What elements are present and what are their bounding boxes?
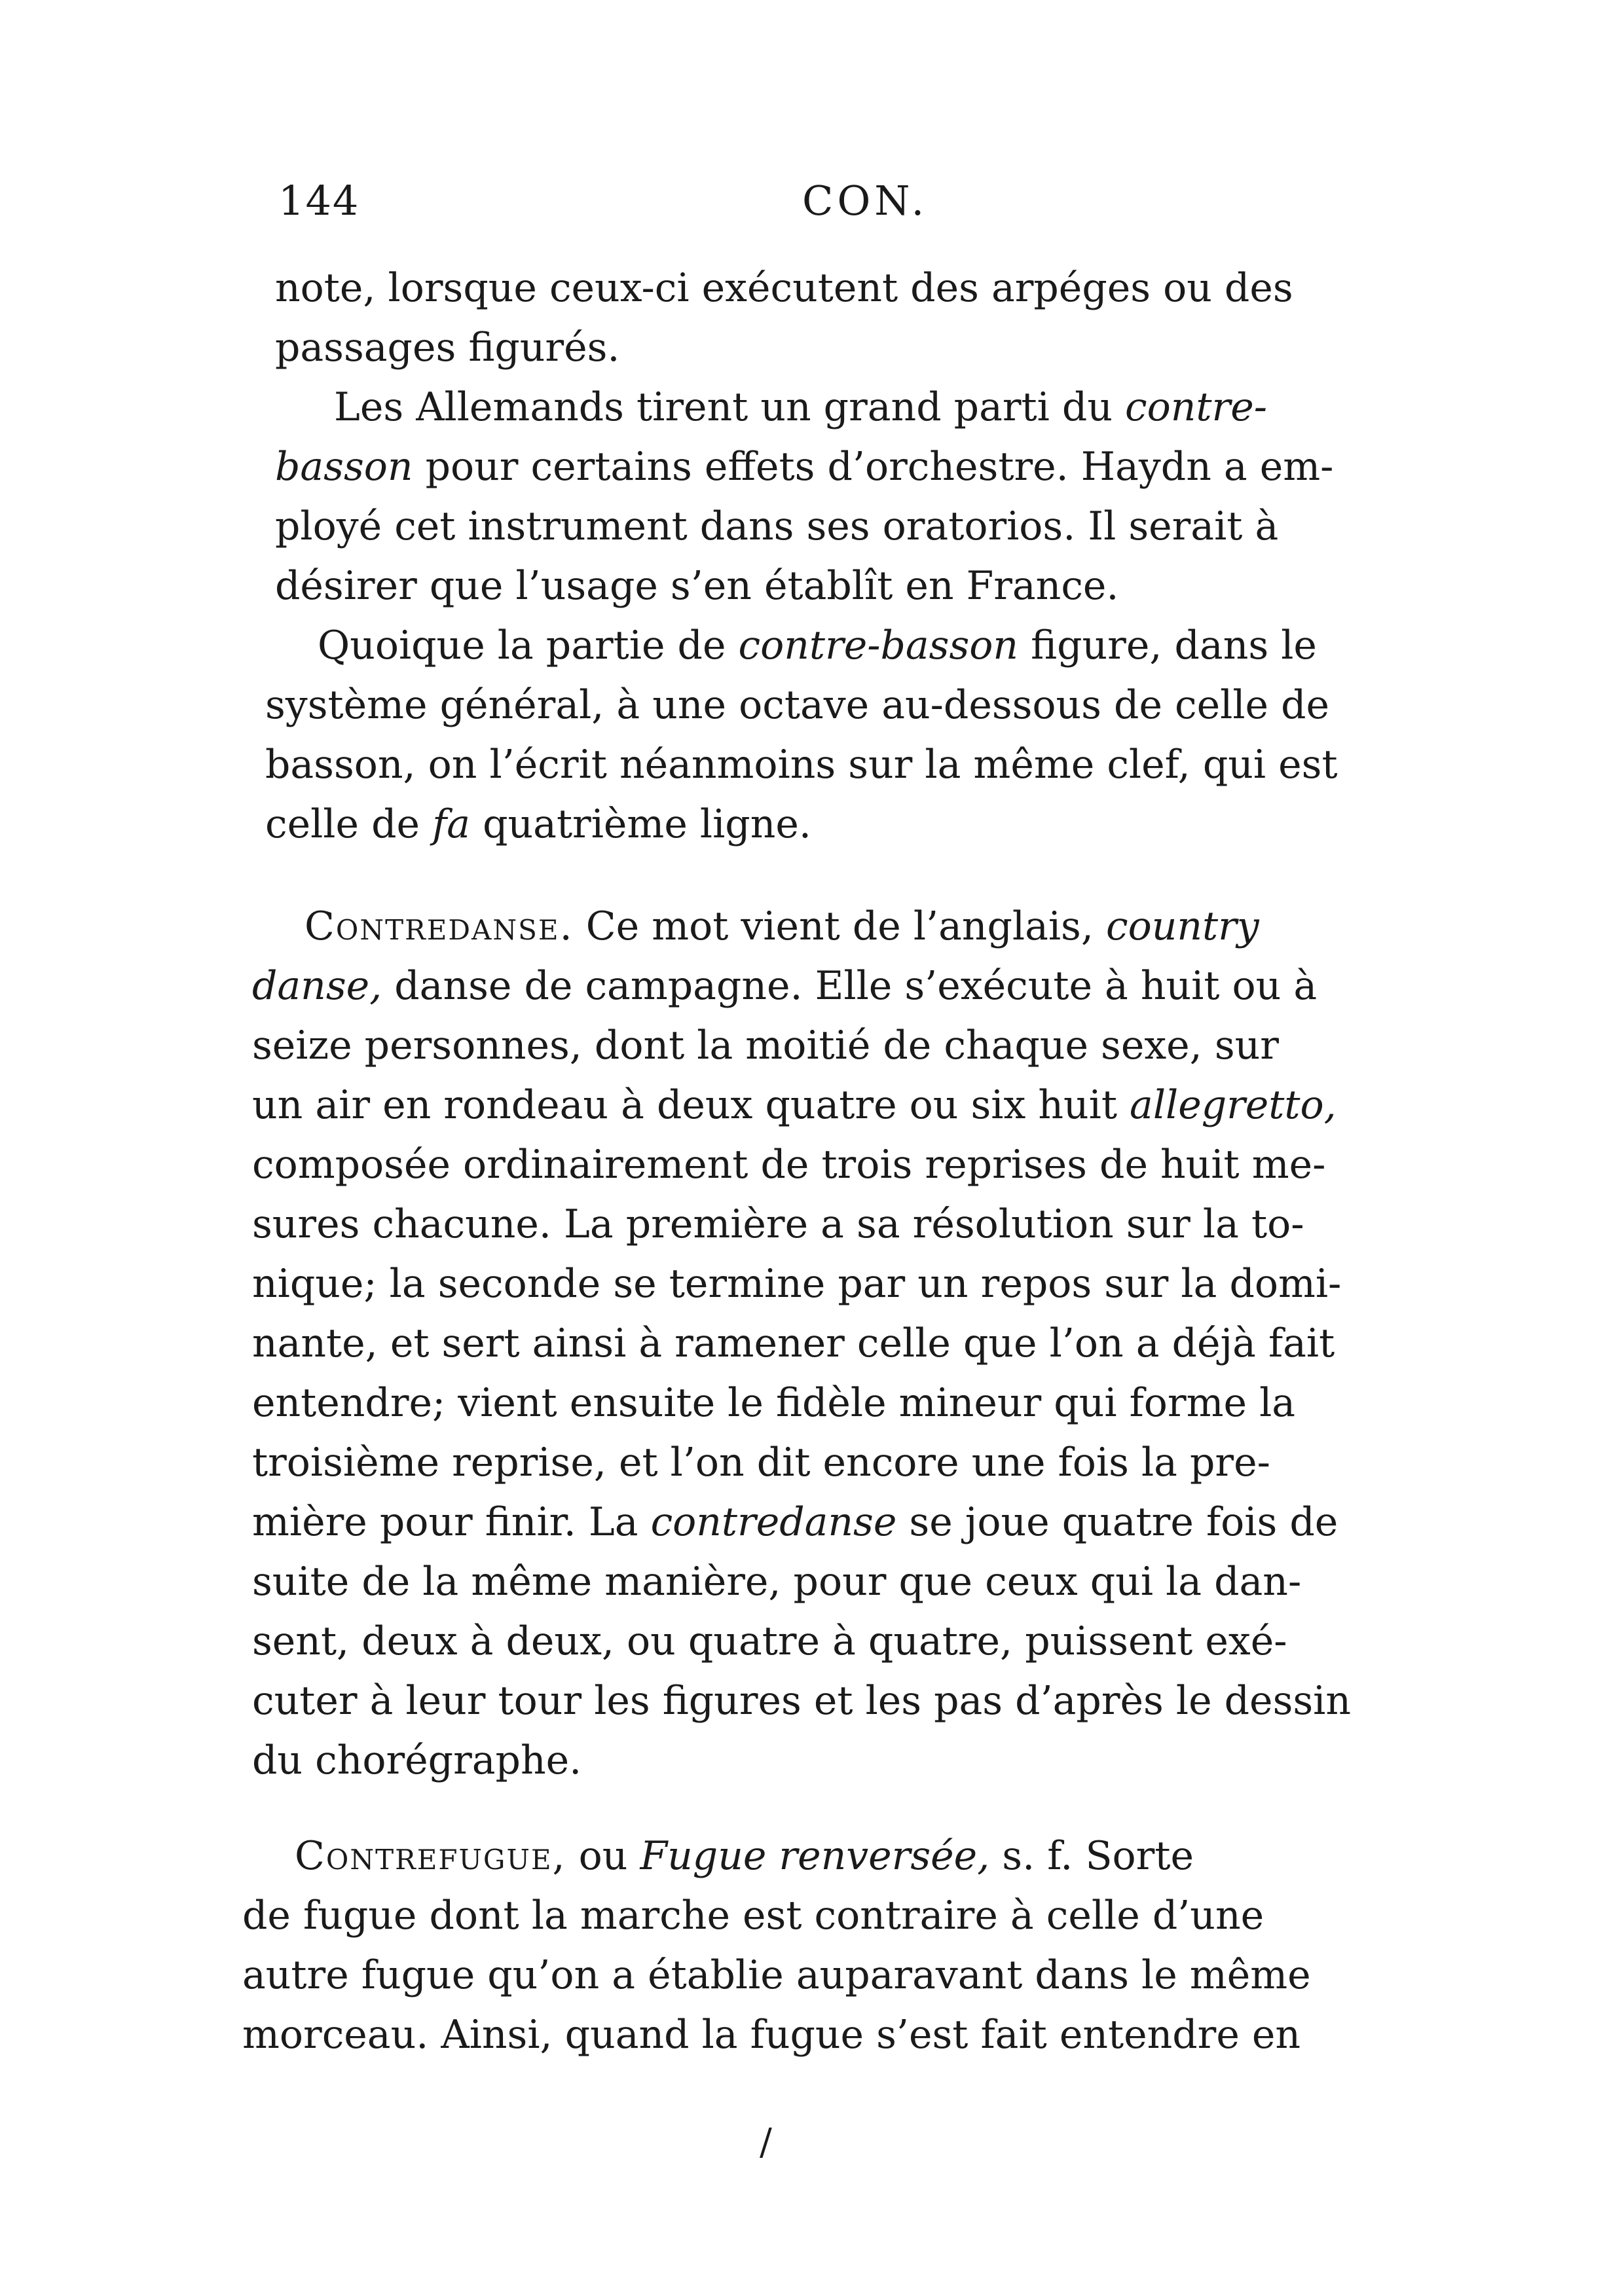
text-line [242,1827,1447,1886]
text-line: système général, à une octave au-dessous de celle de [265,682,1330,728]
text-line [265,795,1470,854]
italic-term: contredanse [650,1499,897,1545]
italic-term: contre-basson [738,623,1019,668]
text-run: Ce mot vient de l’anglais, [573,903,1106,949]
text-line [275,437,1480,497]
text-run: se joue quatre fois de [896,1499,1338,1545]
paragraph-allemands [275,378,1480,616]
running-head: CON. [802,177,929,225]
italic-term: basson [275,444,413,490]
text-run: Les Allemands tirent un grand parti du [334,384,1126,430]
entry-contredanse [252,897,1457,1791]
text-run: mière pour finir. La [252,1499,651,1545]
entry-headword: Contredanse. [304,903,574,949]
text-line: cuter à leur tour les figures et les pas d’après le dessin [252,1678,1351,1724]
paragraph-quoique [265,616,1470,854]
text-line: entendre; vient ensuite le fidèle mineur qui forme la [252,1380,1296,1426]
text-run: ou [566,1833,640,1879]
text-line: autre fugue qu’on a établie auparavant dans le même [242,1952,1311,1998]
page-number: 144 [278,177,360,225]
text-line: troisième reprise, et l’on dit encore une fois la pre- [252,1440,1270,1485]
page-header [278,177,1496,236]
text-run: un air en rondeau à deux quatre ou six huit [252,1082,1130,1128]
text-line: nante, et sert ainsi à ramener celle que l’on a déjà fait [252,1321,1335,1366]
italic-term: country [1106,903,1259,949]
text-line: du chorégraphe. [252,1738,582,1783]
text-run: quatrième ligne. [470,801,811,847]
italic-term: contre- [1125,384,1267,430]
footer-mark: / [760,2121,772,2164]
italic-term: danse, [252,963,382,1009]
paragraph-continuation [275,259,1480,378]
text-line: passages figurés. [275,325,620,371]
text-line: désirer que l’usage s’en établît en France. [275,563,1119,609]
text-line: ployé cet instrument dans ses oratorios. Il serait à [275,503,1279,549]
text-line: sures chacune. La première a sa résolution sur la to- [252,1201,1304,1247]
entry-contrefugue [242,1827,1447,2065]
text-line [265,616,1470,676]
entry-headword: Contrefugue, [295,1833,566,1879]
text-line: note, lorsque ceux-ci exécutent des arpéges ou des [275,265,1293,311]
text-line [252,1076,1457,1135]
text-line [252,897,1457,957]
text-line: suite de la même manière, pour que ceux qui la dan- [252,1559,1302,1605]
text-run: danse de campagne. Elle s’exécute à huit ou à [382,963,1318,1009]
text-line: de fugue dont la marche est contraire à celle d’une [242,1893,1264,1939]
text-line: composée ordinairement de trois reprises de huit me- [252,1142,1326,1188]
text-line [275,378,1480,437]
text-run: s. f. Sorte [989,1833,1194,1879]
text-line: sent, deux à deux, ou quatre à quatre, puissent exé- [252,1618,1287,1664]
italic-term: Fugue renversée, [640,1833,990,1879]
text-run: Quoique la partie de [318,623,739,668]
text-line: nique; la seconde se termine par un repos sur la domi- [252,1261,1342,1307]
text-line [252,957,1457,1016]
text-line [252,1493,1457,1552]
text-run: pour certains effets d’orchestre. Haydn a em- [413,444,1334,490]
text-line: morceau. Ainsi, quand la fugue s’est fait entendre en [242,2012,1301,2058]
text-line: basson, on l’écrit néanmoins sur la même clef, qui est [265,742,1338,788]
text-line: seize personnes, dont la moitié de chaque sexe, sur [252,1023,1279,1068]
text-run: figure, dans le [1018,623,1317,668]
text-run: celle de [265,801,433,847]
italic-term: allegretto, [1130,1082,1337,1128]
italic-term: fa [432,801,471,847]
